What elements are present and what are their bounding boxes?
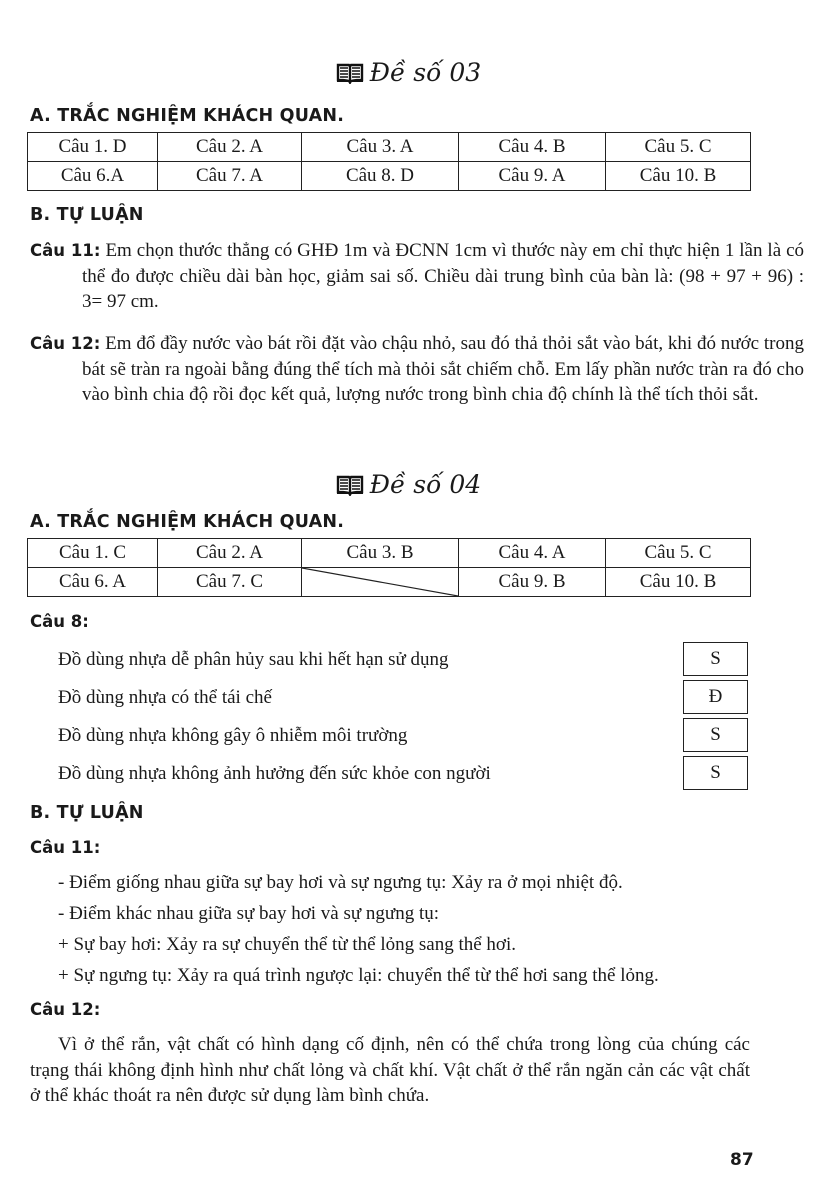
exam-04-question-8-label: Câu 8:: [30, 612, 89, 631]
question-answer-text: Em đổ đầy nước vào bát rồi đặt vào chậu nhỏ, sau đó thả thỏi sắt vào bát, khi đó nước trong bát sẽ tràn ra ngoài bằng đúng thể tích mà thỏi sắt chiếm chỗ. Em lấy phần nước tràn ra đó cho vào bình chia độ rồi đọc kết quả, lượng nước trong bình chia độ chính là thể tích thỏi sắt.: [82, 333, 805, 405]
true-false-answer-box: S: [683, 642, 748, 676]
exam-03-answer-table: [27, 132, 751, 191]
exam-04-title-text: Đề số 04: [369, 470, 482, 499]
exam-04-section-b-heading: B. TỰ LUẬN: [30, 803, 144, 823]
exam-04-answer-table: [27, 538, 751, 597]
crossed-out-cell: [302, 568, 459, 597]
exam-03-question-11: [30, 238, 804, 315]
exam-03-section-a-heading: A. TRẮC NGHIỆM KHÁCH QUAN.: [30, 106, 345, 126]
question-label: Câu 11:: [30, 241, 101, 260]
exam-03-section-b-heading: B. TỰ LUẬN: [30, 205, 144, 225]
question-answer-text: Em chọn thước thẳng có GHĐ 1m và ĐCNN 1cm vì thước này em chỉ thực hiện 1 lần là có thể đo được chiều dài bàn học, giảm sai số. Chiều dài trung bình của bàn là: (98 + 97 + 96) : 3= 97 cm.: [82, 240, 805, 312]
answer-cell: Câu 4. A: [459, 539, 606, 568]
answer-line: - Điểm giống nhau giữa sự bay hơi và sự ngưng tụ: Xảy ra ở mọi nhiệt độ.: [58, 872, 623, 893]
exam-04-question-12-text: Vì ở thể rắn, vật chất có hình dạng cố định, nên có thể chứa trong lòng của chúng các trạng thái không định hình như chất lỏng và chất khí. Vật chất ở thể rắn ngăn cản các vật chất ở thể khác thoát ra nên được sử dụng làm bình chứa.: [30, 1034, 750, 1106]
exam-04-title: [0, 470, 817, 502]
table-row: [28, 568, 751, 597]
answer-line: + Sự bay hơi: Xảy ra sự chuyển thể từ thể lỏng sang thể hơi.: [58, 934, 516, 955]
answer-cell: Câu 7. C: [158, 568, 302, 597]
true-false-statement: Đồ dùng nhựa có thể tái chế: [58, 687, 272, 708]
answer-cell: Câu 5. C: [606, 539, 751, 568]
open-book-icon: [336, 473, 364, 502]
answer-cell: Câu 2. A: [158, 133, 302, 162]
true-false-answer-box: Đ: [683, 680, 748, 714]
answer-cell: Câu 2. A: [158, 539, 302, 568]
exam-03-title-text: Đề số 03: [369, 58, 482, 87]
answer-cell: Câu 10. B: [606, 162, 751, 191]
answer-cell: Câu 1. C: [28, 539, 158, 568]
answer-cell: Câu 1. D: [28, 133, 158, 162]
exam-04-section-a-heading: A. TRẮC NGHIỆM KHÁCH QUAN.: [30, 512, 345, 532]
answer-cell: Câu 3. A: [302, 133, 459, 162]
answer-cell: Câu 6. A: [28, 568, 158, 597]
answer-cell: Câu 4. B: [459, 133, 606, 162]
answer-cell: Câu 5. C: [606, 133, 751, 162]
exam-04-question-11-label: Câu 11:: [30, 838, 101, 857]
answer-cell: Câu 9. A: [459, 162, 606, 191]
true-false-statement: Đồ dùng nhựa dễ phân hủy sau khi hết hạn sử dụng: [58, 649, 449, 670]
question-label: Câu 12:: [30, 334, 101, 353]
answer-cell: Câu 6.A: [28, 162, 158, 191]
answer-cell: Câu 8. D: [302, 162, 459, 191]
true-false-statement: Đồ dùng nhựa không ảnh hưởng đến sức khỏe con người: [58, 763, 491, 784]
answer-cell: Câu 10. B: [606, 568, 751, 597]
true-false-answer-box: S: [683, 718, 748, 752]
answer-cell: Câu 9. B: [459, 568, 606, 597]
exam-03-title: [0, 58, 817, 90]
table-row: [28, 539, 751, 568]
diagonal-strike-line: [302, 568, 458, 596]
answer-cell: Câu 7. A: [158, 162, 302, 191]
table-row: [28, 162, 751, 191]
answer-line: + Sự ngưng tụ: Xảy ra quá trình ngược lại: chuyển thể từ thể hơi sang thể lỏng.: [58, 965, 659, 986]
open-book-icon: [336, 61, 364, 90]
true-false-answer-box: S: [683, 756, 748, 790]
answer-line: - Điểm khác nhau giữa sự bay hơi và sự ngưng tụ:: [58, 903, 440, 924]
true-false-statement: Đồ dùng nhựa không gây ô nhiễm môi trường: [58, 725, 408, 746]
exam-03-question-12: [30, 331, 804, 408]
table-row: [28, 133, 751, 162]
page-number: 87: [730, 1150, 754, 1170]
exam-04-question-12-label: Câu 12:: [30, 1000, 101, 1019]
answer-cell: Câu 3. B: [302, 539, 459, 568]
